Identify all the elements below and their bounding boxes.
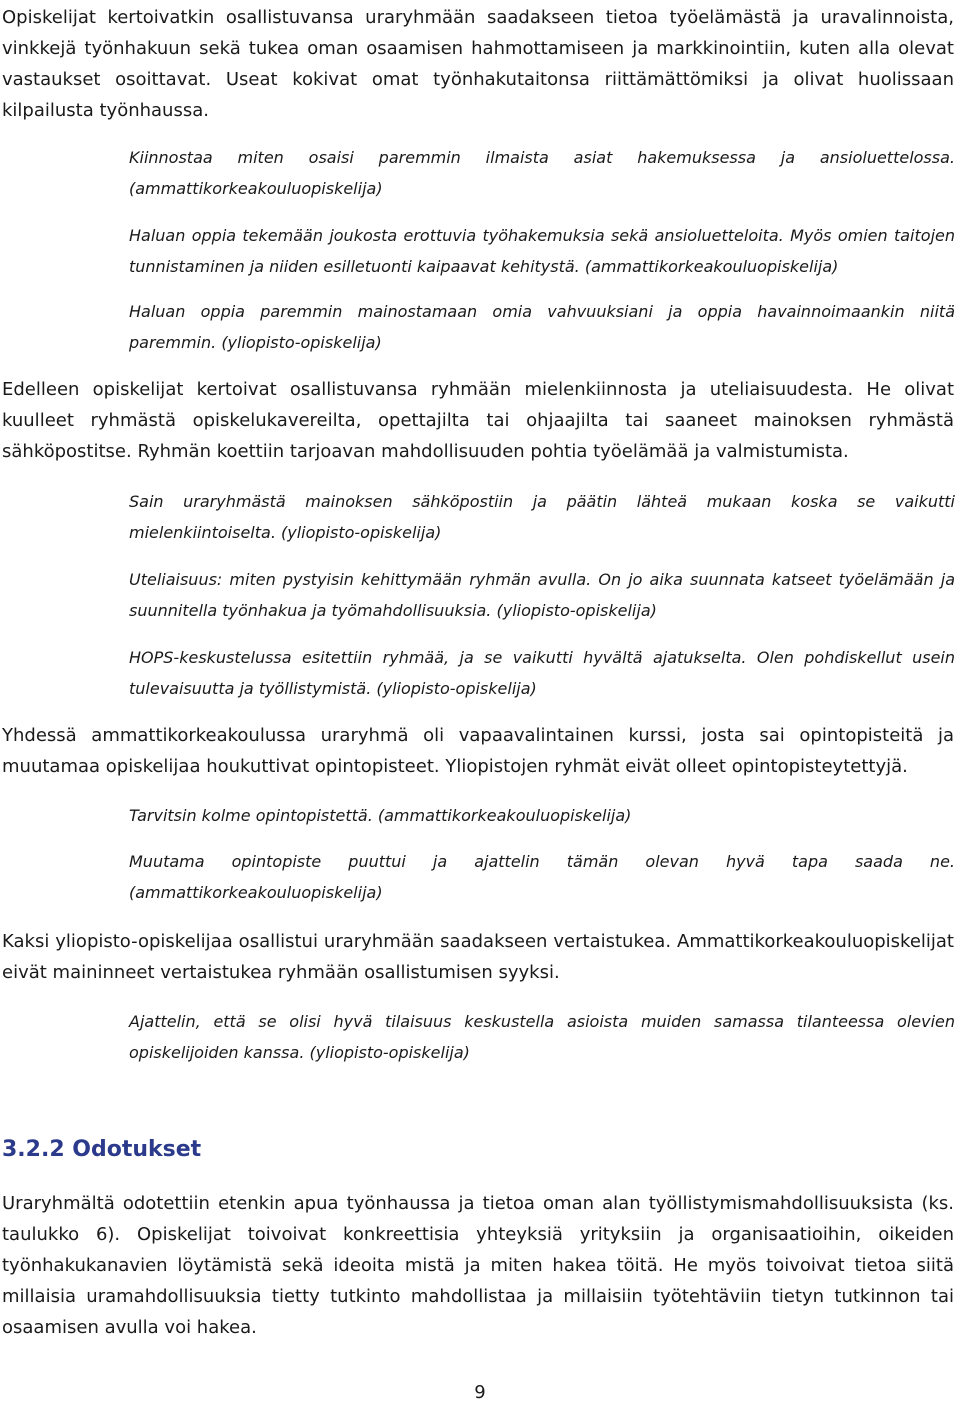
paragraph-peer-support: Kaksi yliopisto-opiskelijaa osallistui uraryhmään saadakseen vertaistukea. Ammattikorkeakouluopiskelijat eivät maininneet vertaistukea ryhmään osallistumisen syyksi.	[2, 931, 954, 983]
quote-curiosity-development: Uteliaisuus: miten pystyisin kehittymään ryhmän avulla. On jo aika suunnata katseet työelämään ja suunnitella työnhakua ja työmahdollisuuksia. (yliopisto-opiskelija)	[129, 570, 955, 620]
paragraph-credits: Yhdessä ammattikorkeakoulussa uraryhmä oli vapaavalintainen kurssi, josta sai opintopisteitä ja muutamaa opiskelijaa houkuttivat opintopisteet. Yliopistojen ryhmät eivät olleet opintopisteytettyjä.	[2, 725, 954, 777]
paragraph-expectations: Uraryhmältä odotettiin etenkin apua työnhaussa ja tietoa oman alan työllistymismahdollisuuksista (ks. taulukko 6). Opiskelijat toivoivat konkreettisia yhteyksiä yrityksiin ja organisaatioihin, oikeiden työnhakukanavien löytämistä sekä ideoita mistä ja miten hakea töitä. He myös toivoivat tietoa siitä millaisia uramahdollisuuksia tietty tutkinto mahdollistaa ja millaisiin työtehtäviin tietyn tutkinnon tai osaamisen avulla voi hakea.	[2, 1193, 954, 1338]
quote-missing-credit: Muutama opintopiste puuttui ja ajattelin tämän olevan hyvä tapa saada ne. (ammattikorkeakouluopiskelija)	[129, 852, 955, 902]
quote-marketing-strengths: Haluan oppia paremmin mainostamaan omia vahvuuksiani ja oppia havainnoimaankin niitä paremmin. (yliopisto-opiskelija)	[129, 302, 955, 352]
paragraph-motivations: Opiskelijat kertoivatkin osallistuvansa uraryhmään saadakseen tietoa työelämästä ja uravalinnoista, vinkkejä työnhakuun sekä tukea oman osaamisen hahmottamiseen ja markkinointiin, kuten alla olevat vastaukset osoittavat. Useat kokivat omat työnhakutaitonsa riittämättömiksi ja olivat huolissaan kilpailusta työnhaussa.	[2, 7, 954, 121]
paragraph-curiosity: Edelleen opiskelijat kertoivat osallistuvansa ryhmään mielenkiinnosta ja uteliaisuudesta. He olivat kuulleet ryhmästä opiskelukavereilta, opettajilta tai ohjaajilta tai saaneet mainoksen ryhmästä sähköpostitse. Ryhmän koettiin tarjoavan mahdollisuuden pohtia työelämää ja valmistumista.	[2, 379, 954, 462]
quote-three-credits: Tarvitsin kolme opintopistettä. (ammattikorkeakouluopiskelija)	[129, 806, 632, 825]
quote-application-expression: Kiinnostaa miten osaisi paremmin ilmaista asiat hakemuksessa ja ansioluettelossa. (ammattikorkeakouluopiskelija)	[129, 148, 955, 198]
quote-email-advert: Sain uraryhmästä mainoksen sähköpostiin ja päätin lähteä mukaan koska se vaikutti mielenkiintoiselta. (yliopisto-opiskelija)	[129, 492, 955, 542]
quote-hops-discussion: HOPS-keskustelussa esitettiin ryhmää, ja se vaikutti hyvältä ajatukselta. Olen pohdiskellut usein tulevaisuutta ja työllistymistä. (yliopisto-opiskelija)	[129, 648, 955, 698]
section-heading: 3.2.2 Odotukset	[2, 1137, 202, 1162]
quote-peer-discussion: Ajattelin, että se olisi hyvä tilaisuus keskustella asioista muiden samassa tilanteessa olevien opiskelijoiden kanssa. (yliopisto-opiskelija)	[129, 1012, 955, 1062]
page-number: 9	[474, 1382, 486, 1403]
quote-distinct-applications: Haluan oppia tekemään joukosta erottuvia työhakemuksia sekä ansioluetteloita. Myös omien taitojen tunnistaminen ja niiden esilletuonti kaipaavat kehitystä. (ammattikorkeakouluopiskelija)	[129, 226, 955, 276]
